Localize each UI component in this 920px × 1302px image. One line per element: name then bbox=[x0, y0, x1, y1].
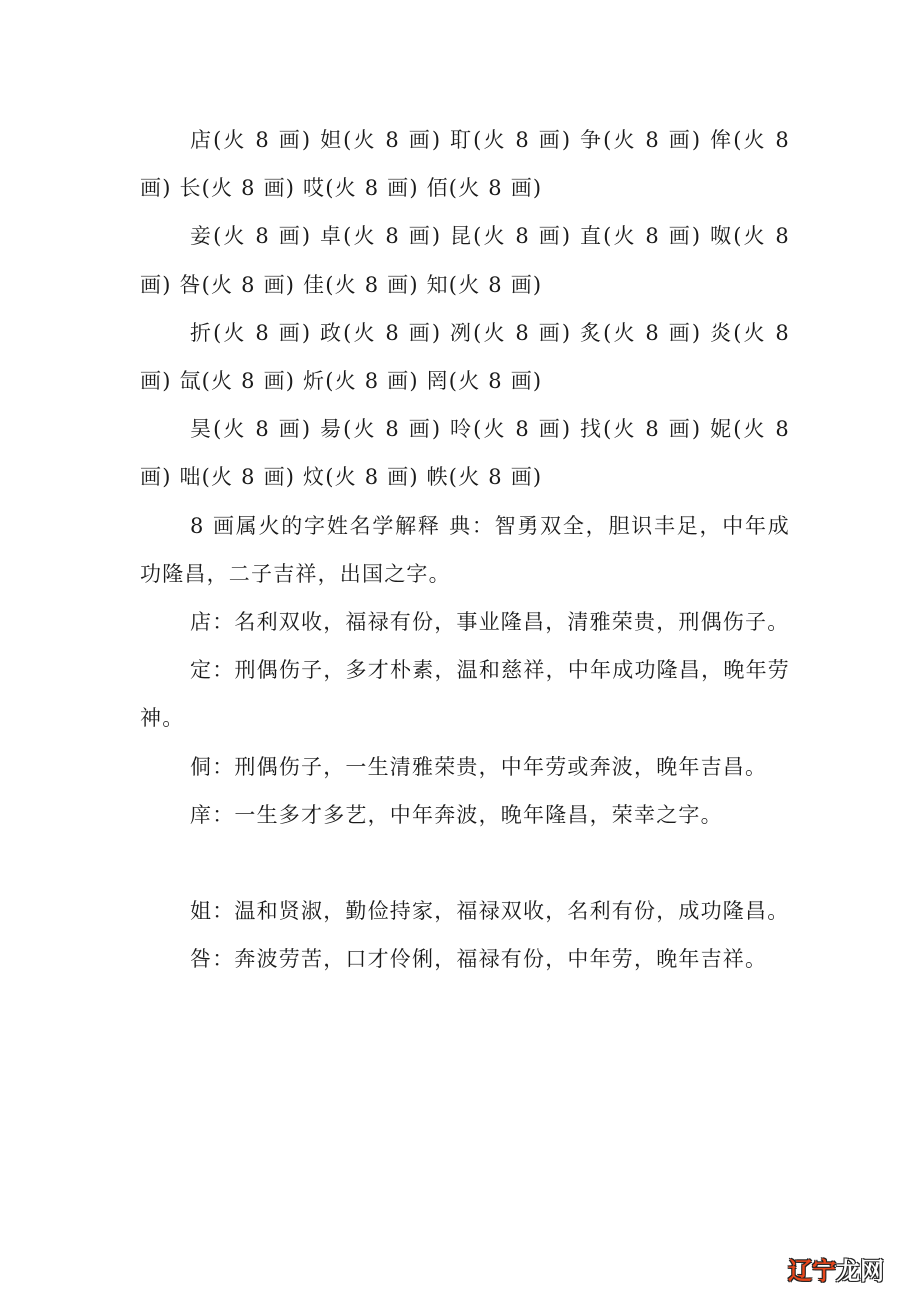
document-page bbox=[140, 116, 790, 983]
paragraph-char-list-3: 折(火 8 画) 政(火 8 画) 冽(火 8 画) 炙(火 8 画) 炎(火 8 画) 氙(火 8 画) 炘(火 8 画) 罔(火 8 画) bbox=[140, 320, 790, 394]
paragraph-explanation-dian: 8 画属火的字姓名学解释 典：智勇双全，胆识丰足，中年成功隆昌，二子吉祥，出国之字。 bbox=[140, 513, 790, 586]
watermark-red-text: 辽宁 bbox=[788, 1257, 836, 1285]
paragraph-explanation-jiu: 咎：奔波劳苦，口才伶俐，福禄有份，中年劳，晚年吉祥。 bbox=[190, 947, 768, 972]
paragraph-explanation-ding: 定：刑偶伤子，多才朴素，温和慈祥，中年成功隆昌，晚年劳神。 bbox=[140, 658, 790, 731]
watermark-white-text: 龙网 bbox=[836, 1257, 884, 1285]
site-watermark-logo bbox=[788, 1251, 884, 1286]
paragraph-char-list-4: 昊(火 8 画) 昜(火 8 画) 呤(火 8 画) 找(火 8 画) 妮(火 8 画) 咄(火 8 画) 炆(火 8 画) 帙(火 8 画) bbox=[140, 417, 790, 490]
paragraph-explanation-tong: 侗：刑偶伤子，一生清雅荣贵，中年劳或奔波，晚年吉昌。 bbox=[190, 754, 768, 779]
paragraph-explanation-xiang: 庠：一生多才多艺，中年奔波，晚年隆昌，荣幸之字。 bbox=[190, 802, 723, 827]
paragraph-explanation-dian-store: 店：名利双收，福禄有份，事业隆昌，清雅荣贵，刑偶伤子。 bbox=[190, 610, 790, 635]
paragraph-char-list-1: 店(火 8 画) 妲(火 8 画) 耵(火 8 画) 争(火 8 画) 侔(火 8 画) 长(火 8 画) 哎(火 8 画) 佰(火 8 画) bbox=[140, 128, 790, 201]
paragraph-char-list-2: 妾(火 8 画) 卓(火 8 画) 昆(火 8 画) 直(火 8 画) 呶(火 8 画) 咎(火 8 画) 佳(火 8 画) 知(火 8 画) bbox=[140, 224, 790, 297]
paragraph-explanation-jie: 姐：温和贤淑，勤俭持家，福禄双收，名利有份，成功隆昌。 bbox=[190, 899, 790, 924]
